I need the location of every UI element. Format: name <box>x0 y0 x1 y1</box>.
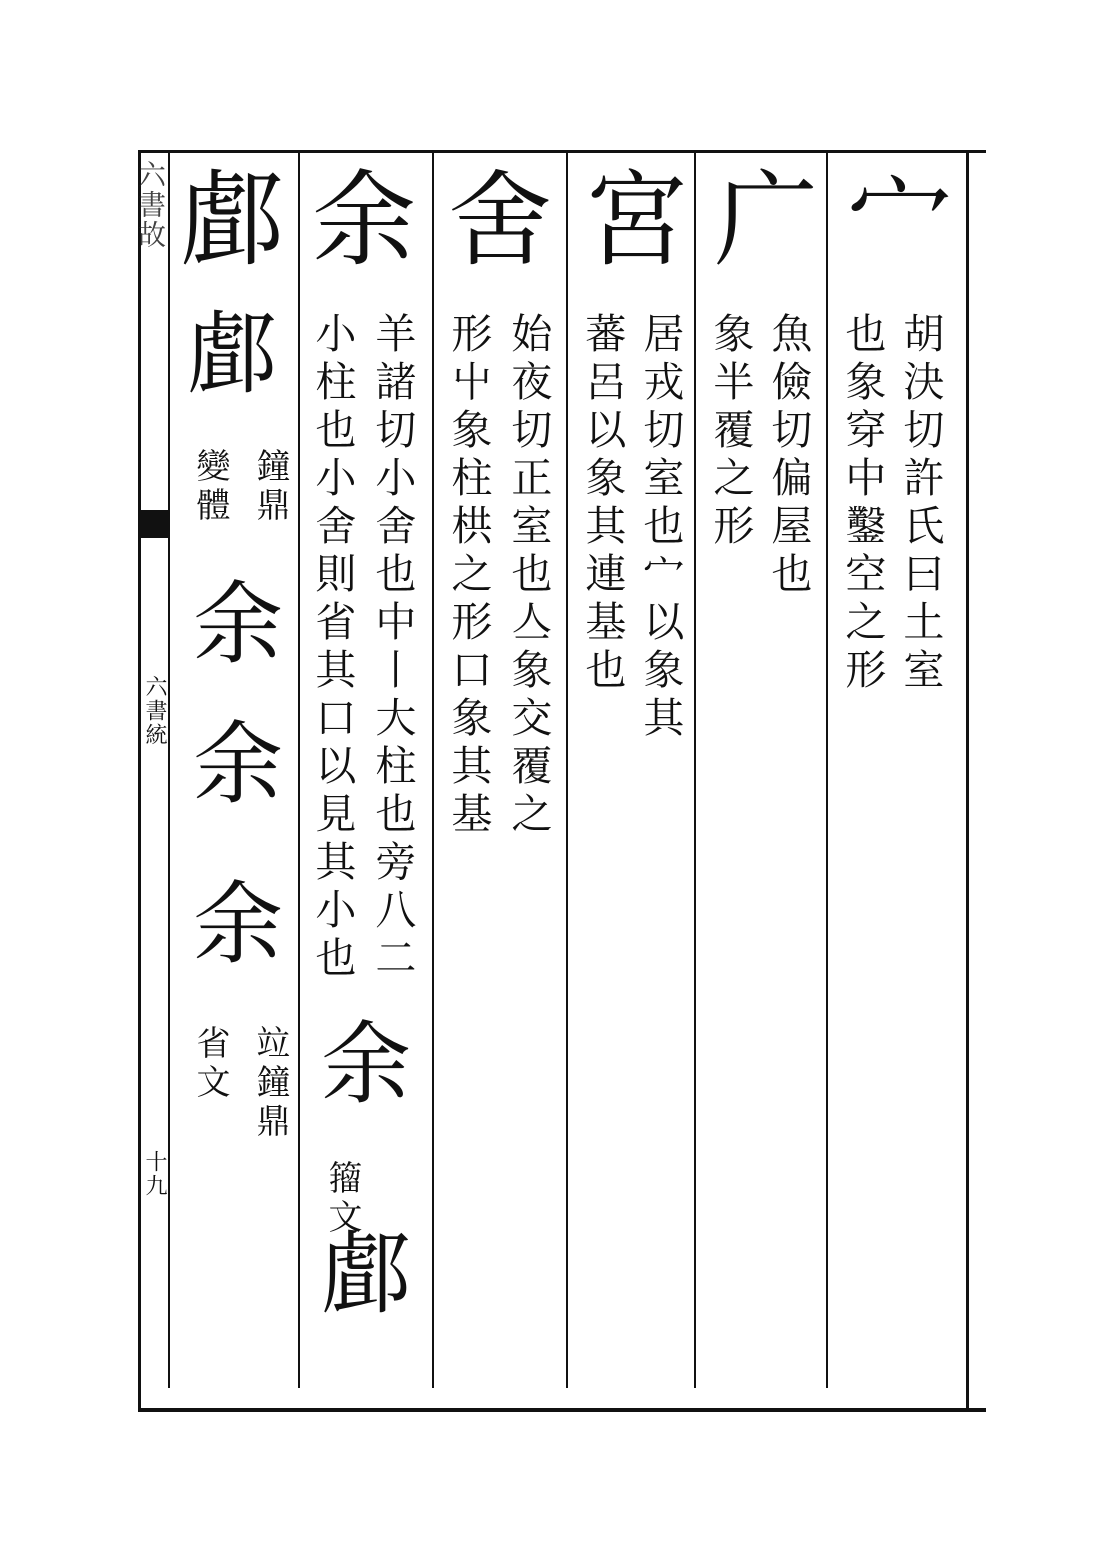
entry-text-line: 也象穿中鑿空之形 <box>838 312 887 696</box>
entry-text-line: 小柱也小舍則省其口以見其小也 <box>308 312 357 984</box>
entry-text-line: 象半覆之形 <box>706 312 755 552</box>
variant-note: 籀文 <box>322 1160 362 1238</box>
entry-text-line: 居戎切室也宀以象其 <box>636 312 685 744</box>
column-rule <box>566 153 568 1388</box>
column-rule <box>168 153 170 1388</box>
seal-glyph-variant: 余 <box>193 572 283 677</box>
seal-glyph-head: 舍 <box>447 159 552 281</box>
variant-note: 鐘鼎 <box>250 448 290 526</box>
seal-glyph-variant: 䣜 <box>321 1222 411 1327</box>
frame-top-border <box>138 150 986 153</box>
column-rule <box>826 153 828 1388</box>
column-rule <box>298 153 300 1388</box>
margin-book-name: 六書統 <box>142 675 167 747</box>
seal-glyph-variant: 余 <box>193 712 283 817</box>
variant-note: 省文 <box>190 1025 230 1103</box>
seal-glyph-head: 余 <box>311 159 416 281</box>
seal-glyph-head: 广 <box>713 159 818 281</box>
column-rule <box>694 153 696 1388</box>
margin-page-number: 十九 <box>142 1150 167 1198</box>
seal-glyph-variant: 䣜 <box>187 302 277 407</box>
entry-text-line: 形屮象柱栱之形口象其基 <box>444 312 493 840</box>
seal-glyph-head: 宮 <box>583 159 688 281</box>
margin-title: 六書故 <box>134 160 167 250</box>
entry-text-line: 胡決切許氏曰土室 <box>896 312 945 696</box>
variant-note: 竝鐘鼎 <box>250 1025 290 1142</box>
entry-text-line: 魚儉切偏屋也 <box>764 312 813 600</box>
seal-glyph-variant: 余 <box>193 872 283 977</box>
entry-text-line: 始夜切正室也亼象交覆之 <box>504 312 553 840</box>
variant-note: 變體 <box>190 448 230 526</box>
frame-right-border <box>966 150 969 1412</box>
column-rule <box>432 153 434 1388</box>
seal-glyph-variant: 余 <box>321 1012 411 1117</box>
seal-glyph-head: 宀 <box>847 159 952 281</box>
frame-left-border <box>138 150 141 1412</box>
entry-text-line: 羊諸切小舍也中丨大柱也旁八二 <box>368 312 417 984</box>
frame-bottom-border <box>138 1408 986 1412</box>
entry-text-line: 蕃呂以象其連基也 <box>578 312 627 696</box>
fishtail-mark <box>138 510 168 538</box>
seal-glyph-head: 䣜 <box>179 159 284 281</box>
